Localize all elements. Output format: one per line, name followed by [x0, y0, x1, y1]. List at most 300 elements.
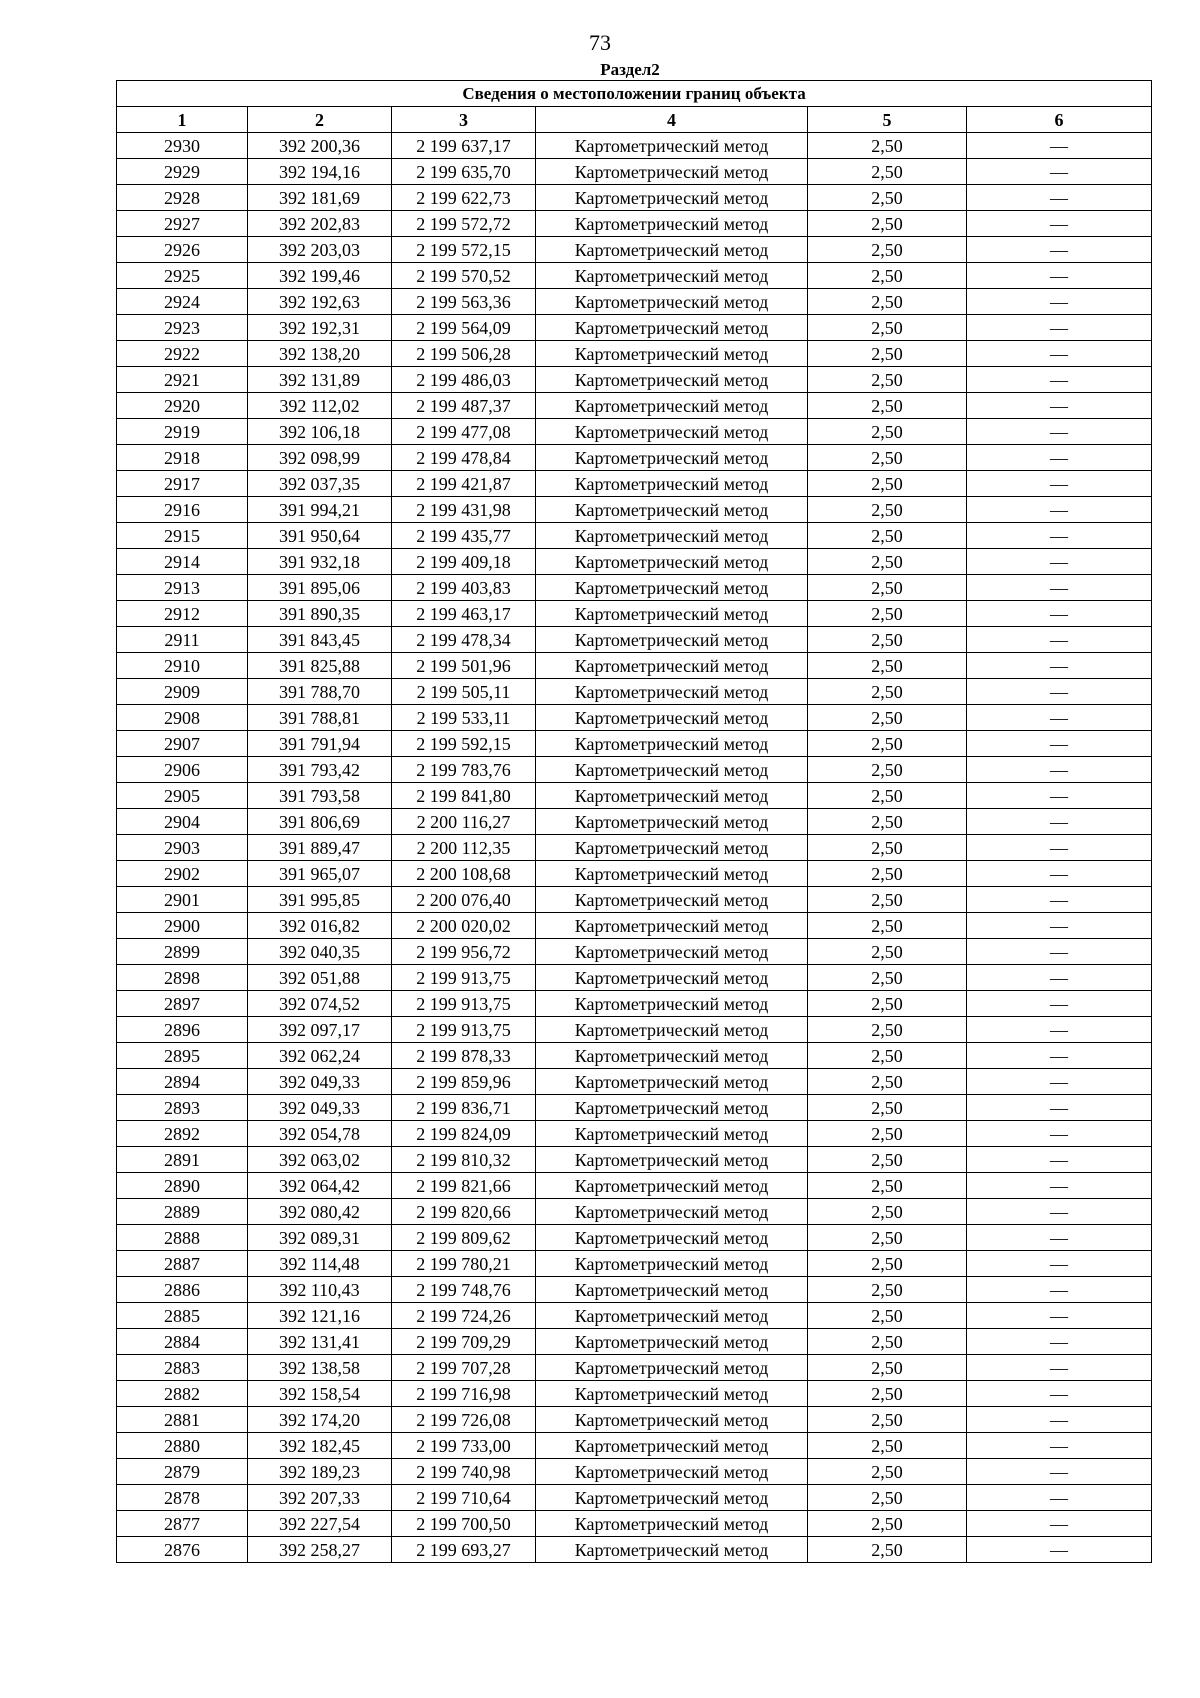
table-row [117, 341, 1152, 367]
column-number-row [117, 107, 1152, 133]
table-row [117, 1433, 1152, 1459]
point-number-cell: 2887 [117, 1251, 248, 1277]
point-number-cell: 2901 [117, 887, 248, 913]
method-cell: Картометрический метод [536, 1433, 808, 1459]
description-cell: — [967, 1147, 1152, 1173]
y-coordinate-cell: 2 199 724,26 [392, 1303, 536, 1329]
point-number-cell: 2911 [117, 627, 248, 653]
x-coordinate-cell: 391 793,58 [248, 783, 392, 809]
accuracy-cell: 2,50 [808, 1355, 967, 1381]
x-coordinate-cell: 392 181,69 [248, 185, 392, 211]
point-number-cell: 2917 [117, 471, 248, 497]
description-cell: — [967, 1459, 1152, 1485]
table-row [117, 133, 1152, 159]
x-coordinate-cell: 392 049,33 [248, 1069, 392, 1095]
accuracy-cell: 2,50 [808, 523, 967, 549]
table-row [117, 575, 1152, 601]
description-cell: — [967, 1303, 1152, 1329]
accuracy-cell: 2,50 [808, 887, 967, 913]
method-cell: Картометрический метод [536, 1537, 808, 1563]
y-coordinate-cell: 2 199 622,73 [392, 185, 536, 211]
x-coordinate-cell: 392 110,43 [248, 1277, 392, 1303]
x-coordinate-cell: 392 203,03 [248, 237, 392, 263]
accuracy-cell: 2,50 [808, 991, 967, 1017]
description-cell: — [967, 1433, 1152, 1459]
y-coordinate-cell: 2 199 878,33 [392, 1043, 536, 1069]
y-coordinate-cell: 2 199 824,09 [392, 1121, 536, 1147]
table-row [117, 1381, 1152, 1407]
point-number-cell: 2915 [117, 523, 248, 549]
description-cell: — [967, 211, 1152, 237]
x-coordinate-cell: 392 054,78 [248, 1121, 392, 1147]
description-cell: — [967, 1017, 1152, 1043]
y-coordinate-cell: 2 199 572,72 [392, 211, 536, 237]
point-number-cell: 2923 [117, 315, 248, 341]
description-cell: — [967, 315, 1152, 341]
description-cell: — [967, 991, 1152, 1017]
accuracy-cell: 2,50 [808, 1121, 967, 1147]
x-coordinate-cell: 392 080,42 [248, 1199, 392, 1225]
accuracy-cell: 2,50 [808, 315, 967, 341]
accuracy-cell: 2,50 [808, 1147, 967, 1173]
accuracy-cell: 2,50 [808, 1225, 967, 1251]
y-coordinate-cell: 2 200 076,40 [392, 887, 536, 913]
x-coordinate-cell: 392 121,16 [248, 1303, 392, 1329]
y-coordinate-cell: 2 199 820,66 [392, 1199, 536, 1225]
description-cell: — [967, 1329, 1152, 1355]
point-number-cell: 2879 [117, 1459, 248, 1485]
table-row [117, 315, 1152, 341]
y-coordinate-cell: 2 199 913,75 [392, 1017, 536, 1043]
x-coordinate-cell: 392 106,18 [248, 419, 392, 445]
table-row [117, 1121, 1152, 1147]
description-cell: — [967, 523, 1152, 549]
y-coordinate-cell: 2 199 733,00 [392, 1433, 536, 1459]
description-cell: — [967, 939, 1152, 965]
x-coordinate-cell: 391 788,70 [248, 679, 392, 705]
point-number-cell: 2912 [117, 601, 248, 627]
accuracy-cell: 2,50 [808, 419, 967, 445]
method-cell: Картометрический метод [536, 159, 808, 185]
accuracy-cell: 2,50 [808, 601, 967, 627]
point-number-cell: 2900 [117, 913, 248, 939]
table-row [117, 289, 1152, 315]
accuracy-cell: 2,50 [808, 341, 967, 367]
method-cell: Картометрический метод [536, 1173, 808, 1199]
point-number-cell: 2877 [117, 1511, 248, 1537]
method-cell: Картометрический метод [536, 1459, 808, 1485]
table-row [117, 835, 1152, 861]
accuracy-cell: 2,50 [808, 913, 967, 939]
point-number-cell: 2890 [117, 1173, 248, 1199]
method-cell: Картометрический метод [536, 575, 808, 601]
accuracy-cell: 2,50 [808, 1303, 967, 1329]
point-number-cell: 2896 [117, 1017, 248, 1043]
description-cell: — [967, 185, 1152, 211]
table-row [117, 419, 1152, 445]
x-coordinate-cell: 392 112,02 [248, 393, 392, 419]
accuracy-cell: 2,50 [808, 237, 967, 263]
accuracy-cell: 2,50 [808, 1511, 967, 1537]
x-coordinate-cell: 392 138,58 [248, 1355, 392, 1381]
method-cell: Картометрический метод [536, 861, 808, 887]
description-cell: — [967, 263, 1152, 289]
accuracy-cell: 2,50 [808, 731, 967, 757]
y-coordinate-cell: 2 199 506,28 [392, 341, 536, 367]
accuracy-cell: 2,50 [808, 705, 967, 731]
point-number-cell: 2930 [117, 133, 248, 159]
point-number-cell: 2919 [117, 419, 248, 445]
point-number-cell: 2891 [117, 1147, 248, 1173]
accuracy-cell: 2,50 [808, 1199, 967, 1225]
y-coordinate-cell: 2 199 810,32 [392, 1147, 536, 1173]
accuracy-cell: 2,50 [808, 1459, 967, 1485]
table-row [117, 705, 1152, 731]
description-cell: — [967, 1511, 1152, 1537]
method-cell: Картометрический метод [536, 1069, 808, 1095]
point-number-cell: 2894 [117, 1069, 248, 1095]
table-row [117, 1277, 1152, 1303]
y-coordinate-cell: 2 199 693,27 [392, 1537, 536, 1563]
description-cell: — [967, 601, 1152, 627]
table-row [117, 601, 1152, 627]
y-coordinate-cell: 2 199 841,80 [392, 783, 536, 809]
accuracy-cell: 2,50 [808, 1069, 967, 1095]
table-row [117, 237, 1152, 263]
method-cell: Картометрический метод [536, 783, 808, 809]
y-coordinate-cell: 2 199 477,08 [392, 419, 536, 445]
table-row [117, 887, 1152, 913]
point-number-cell: 2908 [117, 705, 248, 731]
description-cell: — [967, 419, 1152, 445]
accuracy-cell: 2,50 [808, 1537, 967, 1563]
description-cell: — [967, 159, 1152, 185]
x-coordinate-cell: 391 890,35 [248, 601, 392, 627]
accuracy-cell: 2,50 [808, 965, 967, 991]
x-coordinate-cell: 392 194,16 [248, 159, 392, 185]
table-row [117, 861, 1152, 887]
point-number-cell: 2921 [117, 367, 248, 393]
point-number-cell: 2914 [117, 549, 248, 575]
method-cell: Картометрический метод [536, 1043, 808, 1069]
table-caption: Сведения о местоположении границ объекта [117, 81, 1152, 107]
point-number-cell: 2884 [117, 1329, 248, 1355]
accuracy-cell: 2,50 [808, 1043, 967, 1069]
accuracy-cell: 2,50 [808, 1433, 967, 1459]
table-row [117, 913, 1152, 939]
table-row [117, 1069, 1152, 1095]
point-number-cell: 2925 [117, 263, 248, 289]
x-coordinate-cell: 392 189,23 [248, 1459, 392, 1485]
accuracy-cell: 2,50 [808, 133, 967, 159]
accuracy-cell: 2,50 [808, 757, 967, 783]
accuracy-cell: 2,50 [808, 497, 967, 523]
accuracy-cell: 2,50 [808, 679, 967, 705]
x-coordinate-cell: 391 793,42 [248, 757, 392, 783]
y-coordinate-cell: 2 199 409,18 [392, 549, 536, 575]
point-number-cell: 2906 [117, 757, 248, 783]
method-cell: Картометрический метод [536, 809, 808, 835]
point-number-cell: 2886 [117, 1277, 248, 1303]
x-coordinate-cell: 391 825,88 [248, 653, 392, 679]
method-cell: Картометрический метод [536, 601, 808, 627]
description-cell: — [967, 627, 1152, 653]
accuracy-cell: 2,50 [808, 653, 967, 679]
point-number-cell: 2880 [117, 1433, 248, 1459]
table-row [117, 1303, 1152, 1329]
description-cell: — [967, 445, 1152, 471]
description-cell: — [967, 887, 1152, 913]
x-coordinate-cell: 391 950,64 [248, 523, 392, 549]
x-coordinate-cell: 392 049,33 [248, 1095, 392, 1121]
table-row [117, 263, 1152, 289]
y-coordinate-cell: 2 199 501,96 [392, 653, 536, 679]
y-coordinate-cell: 2 199 707,28 [392, 1355, 536, 1381]
x-coordinate-cell: 392 089,31 [248, 1225, 392, 1251]
x-coordinate-cell: 391 843,45 [248, 627, 392, 653]
description-cell: — [967, 1199, 1152, 1225]
table-row [117, 1147, 1152, 1173]
y-coordinate-cell: 2 199 572,15 [392, 237, 536, 263]
table-row [117, 1199, 1152, 1225]
x-coordinate-cell: 392 174,20 [248, 1407, 392, 1433]
table-row [117, 1225, 1152, 1251]
x-coordinate-cell: 392 207,33 [248, 1485, 392, 1511]
column-number: 6 [967, 107, 1152, 133]
accuracy-cell: 2,50 [808, 627, 967, 653]
method-cell: Картометрический метод [536, 757, 808, 783]
table-body [117, 133, 1152, 1563]
description-cell: — [967, 367, 1152, 393]
y-coordinate-cell: 2 200 116,27 [392, 809, 536, 835]
point-number-cell: 2905 [117, 783, 248, 809]
x-coordinate-cell: 391 995,85 [248, 887, 392, 913]
description-cell: — [967, 783, 1152, 809]
y-coordinate-cell: 2 199 431,98 [392, 497, 536, 523]
x-coordinate-cell: 392 182,45 [248, 1433, 392, 1459]
y-coordinate-cell: 2 199 710,64 [392, 1485, 536, 1511]
x-coordinate-cell: 392 097,17 [248, 1017, 392, 1043]
point-number-cell: 2929 [117, 159, 248, 185]
accuracy-cell: 2,50 [808, 575, 967, 601]
description-cell: — [967, 1277, 1152, 1303]
method-cell: Картометрический метод [536, 991, 808, 1017]
table-row [117, 679, 1152, 705]
description-cell: — [967, 1069, 1152, 1095]
table-row [117, 445, 1152, 471]
table-row [117, 1095, 1152, 1121]
method-cell: Картометрический метод [536, 289, 808, 315]
description-cell: — [967, 1407, 1152, 1433]
x-coordinate-cell: 392 037,35 [248, 471, 392, 497]
y-coordinate-cell: 2 199 478,34 [392, 627, 536, 653]
table-row [117, 1485, 1152, 1511]
table-row [117, 1537, 1152, 1563]
description-cell: — [967, 653, 1152, 679]
y-coordinate-cell: 2 199 637,17 [392, 133, 536, 159]
x-coordinate-cell: 392 063,02 [248, 1147, 392, 1173]
description-cell: — [967, 1225, 1152, 1251]
description-cell: — [967, 289, 1152, 315]
description-cell: — [967, 1251, 1152, 1277]
description-cell: — [967, 861, 1152, 887]
y-coordinate-cell: 2 199 403,83 [392, 575, 536, 601]
method-cell: Картометрический метод [536, 1199, 808, 1225]
x-coordinate-cell: 391 791,94 [248, 731, 392, 757]
point-number-cell: 2892 [117, 1121, 248, 1147]
table-row [117, 1329, 1152, 1355]
method-cell: Картометрический метод [536, 185, 808, 211]
x-coordinate-cell: 392 202,83 [248, 211, 392, 237]
accuracy-cell: 2,50 [808, 783, 967, 809]
point-number-cell: 2888 [117, 1225, 248, 1251]
method-cell: Картометрический метод [536, 1485, 808, 1511]
description-cell: — [967, 237, 1152, 263]
point-number-cell: 2909 [117, 679, 248, 705]
x-coordinate-cell: 392 114,48 [248, 1251, 392, 1277]
accuracy-cell: 2,50 [808, 471, 967, 497]
table-row [117, 1407, 1152, 1433]
page-number: 73 [589, 30, 611, 55]
y-coordinate-cell: 2 199 635,70 [392, 159, 536, 185]
x-coordinate-cell: 392 192,31 [248, 315, 392, 341]
y-coordinate-cell: 2 199 505,11 [392, 679, 536, 705]
y-coordinate-cell: 2 199 913,75 [392, 991, 536, 1017]
method-cell: Картометрический метод [536, 1225, 808, 1251]
point-number-cell: 2902 [117, 861, 248, 887]
boundary-coordinates-table [116, 80, 1152, 1563]
table-row [117, 1459, 1152, 1485]
point-number-cell: 2898 [117, 965, 248, 991]
x-coordinate-cell: 391 806,69 [248, 809, 392, 835]
x-coordinate-cell: 391 889,47 [248, 835, 392, 861]
y-coordinate-cell: 2 199 487,37 [392, 393, 536, 419]
method-cell: Картометрический метод [536, 367, 808, 393]
column-number: 2 [248, 107, 392, 133]
method-cell: Картометрический метод [536, 679, 808, 705]
x-coordinate-cell: 391 965,07 [248, 861, 392, 887]
x-coordinate-cell: 392 074,52 [248, 991, 392, 1017]
method-cell: Картометрический метод [536, 913, 808, 939]
y-coordinate-cell: 2 199 709,29 [392, 1329, 536, 1355]
method-cell: Картометрический метод [536, 1121, 808, 1147]
point-number-cell: 2885 [117, 1303, 248, 1329]
point-number-cell: 2916 [117, 497, 248, 523]
description-cell: — [967, 1485, 1152, 1511]
y-coordinate-cell: 2 199 783,76 [392, 757, 536, 783]
method-cell: Картометрический метод [536, 133, 808, 159]
method-cell: Картометрический метод [536, 731, 808, 757]
method-cell: Картометрический метод [536, 887, 808, 913]
y-coordinate-cell: 2 199 913,75 [392, 965, 536, 991]
method-cell: Картометрический метод [536, 1277, 808, 1303]
x-coordinate-cell: 392 131,89 [248, 367, 392, 393]
table-row [117, 185, 1152, 211]
y-coordinate-cell: 2 199 740,98 [392, 1459, 536, 1485]
description-cell: — [967, 341, 1152, 367]
accuracy-cell: 2,50 [808, 549, 967, 575]
method-cell: Картометрический метод [536, 1147, 808, 1173]
method-cell: Картометрический метод [536, 315, 808, 341]
table-row [117, 1511, 1152, 1537]
y-coordinate-cell: 2 199 859,96 [392, 1069, 536, 1095]
method-cell: Картометрический метод [536, 653, 808, 679]
x-coordinate-cell: 392 098,99 [248, 445, 392, 471]
table-row [117, 731, 1152, 757]
y-coordinate-cell: 2 199 821,66 [392, 1173, 536, 1199]
description-cell: — [967, 1537, 1152, 1563]
description-cell: — [967, 757, 1152, 783]
description-cell: — [967, 1173, 1152, 1199]
section-title: Раздел2 [600, 60, 660, 79]
point-number-cell: 2889 [117, 1199, 248, 1225]
description-cell: — [967, 731, 1152, 757]
y-coordinate-cell: 2 199 563,36 [392, 289, 536, 315]
x-coordinate-cell: 392 051,88 [248, 965, 392, 991]
method-cell: Картометрический метод [536, 965, 808, 991]
x-coordinate-cell: 392 258,27 [248, 1537, 392, 1563]
description-cell: — [967, 1355, 1152, 1381]
table-row [117, 523, 1152, 549]
method-cell: Картометрический метод [536, 1355, 808, 1381]
table-row [117, 939, 1152, 965]
table-row [117, 1173, 1152, 1199]
point-number-cell: 2881 [117, 1407, 248, 1433]
x-coordinate-cell: 392 158,54 [248, 1381, 392, 1407]
x-coordinate-cell: 391 895,06 [248, 575, 392, 601]
y-coordinate-cell: 2 199 421,87 [392, 471, 536, 497]
point-number-cell: 2928 [117, 185, 248, 211]
y-coordinate-cell: 2 200 108,68 [392, 861, 536, 887]
method-cell: Картометрический метод [536, 1017, 808, 1043]
accuracy-cell: 2,50 [808, 1381, 967, 1407]
point-number-cell: 2897 [117, 991, 248, 1017]
method-cell: Картометрический метод [536, 835, 808, 861]
point-number-cell: 2907 [117, 731, 248, 757]
method-cell: Картометрический метод [536, 419, 808, 445]
y-coordinate-cell: 2 199 780,21 [392, 1251, 536, 1277]
description-cell: — [967, 393, 1152, 419]
description-cell: — [967, 575, 1152, 601]
point-number-cell: 2920 [117, 393, 248, 419]
y-coordinate-cell: 2 200 020,02 [392, 913, 536, 939]
y-coordinate-cell: 2 199 478,84 [392, 445, 536, 471]
y-coordinate-cell: 2 199 748,76 [392, 1277, 536, 1303]
description-cell: — [967, 1043, 1152, 1069]
y-coordinate-cell: 2 199 592,15 [392, 731, 536, 757]
x-coordinate-cell: 392 227,54 [248, 1511, 392, 1537]
accuracy-cell: 2,50 [808, 159, 967, 185]
method-cell: Картометрический метод [536, 471, 808, 497]
x-coordinate-cell: 391 994,21 [248, 497, 392, 523]
method-cell: Картометрический метод [536, 1329, 808, 1355]
point-number-cell: 2918 [117, 445, 248, 471]
method-cell: Картометрический метод [536, 497, 808, 523]
table-row [117, 757, 1152, 783]
x-coordinate-cell: 392 192,63 [248, 289, 392, 315]
x-coordinate-cell: 392 199,46 [248, 263, 392, 289]
table-row [117, 393, 1152, 419]
x-coordinate-cell: 392 064,42 [248, 1173, 392, 1199]
accuracy-cell: 2,50 [808, 1485, 967, 1511]
y-coordinate-cell: 2 199 533,11 [392, 705, 536, 731]
table-row [117, 1017, 1152, 1043]
description-cell: — [967, 133, 1152, 159]
column-number: 4 [536, 107, 808, 133]
description-cell: — [967, 913, 1152, 939]
accuracy-cell: 2,50 [808, 835, 967, 861]
table-row [117, 627, 1152, 653]
